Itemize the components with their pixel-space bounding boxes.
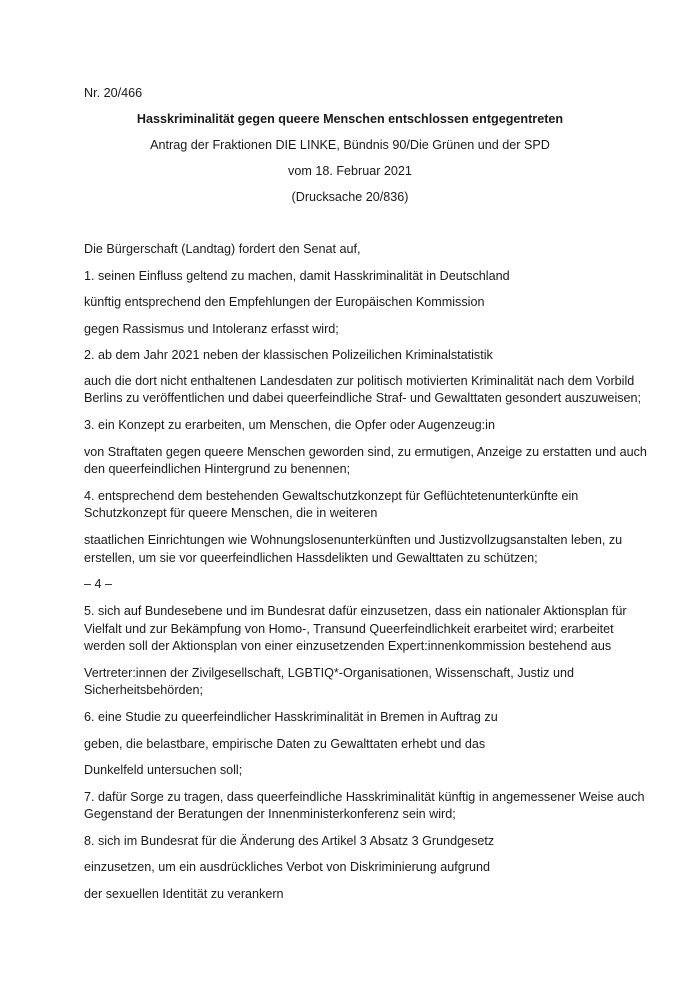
- body-line: Gegenstand der Beratungen der Innenministerkonferenz sein wird;: [84, 807, 456, 821]
- body-line: Schutzkonzept für queere Menschen, die in weiteren: [84, 506, 378, 520]
- body-line: 2. ab dem Jahr 2021 neben der klassischen Polizeilichen Kriminalstatistik: [84, 348, 493, 362]
- body-line: Vielfalt und zur Bekämpfung von Homo-, Transund Queerfeindlichkeit erarbeitet wird; erarbeitet: [84, 622, 614, 636]
- body-line: Vertreter:innen der Zivilgesellschaft, LGBTIQ*-Organisationen, Wissenschaft, Justiz und: [84, 666, 574, 680]
- body-line: 3. ein Konzept zu erarbeiten, um Menschen, die Opfer oder Augenzeug:in: [84, 418, 495, 432]
- body-line: auch die dort nicht enthaltenen Landesdaten zur politisch motivierten Kriminalität nach dem Vorbild: [84, 374, 635, 388]
- body-line: 8. sich im Bundesrat für die Änderung des Artikel 3 Absatz 3 Grundgesetz: [84, 834, 495, 848]
- body-line: 1. seinen Einfluss geltend zu machen, damit Hasskriminalität in Deutschland: [84, 269, 510, 283]
- body-line: Dunkelfeld untersuchen soll;: [84, 763, 243, 777]
- body-line: künftig entsprechend den Empfehlungen der Europäischen Kommission: [84, 295, 485, 309]
- body-line: staatlichen Einrichtungen wie Wohnungslosenunterkünften und Justizvollzugsanstalten leben, zu: [84, 533, 623, 547]
- body-line: 7. dafür Sorge zu tragen, dass queerfeindliche Hasskriminalität künftig in angemessener Weise auch: [84, 790, 645, 804]
- page-marker: – 4 –: [84, 577, 113, 591]
- body-line: erstellen, um sie vor queerfeindlichen Hassdelikten und Gewalttaten zu schützen;: [84, 551, 538, 565]
- body-line: 5. sich auf Bundesebene und im Bundesrat dafür einzusetzen, dass ein nationaler Aktionsplan für: [84, 604, 627, 618]
- body-line: der sexuellen Identität zu verankern: [84, 887, 284, 901]
- body-line: von Straftaten gegen queere Menschen geworden sind, zu ermutigen, Anzeige zu erstatten und auch: [84, 445, 647, 459]
- intro-paragraph: Die Bürgerschaft (Landtag) fordert den Senat auf,: [84, 242, 361, 256]
- body-line: einzusetzen, um ein ausdrückliches Verbot von Diskriminierung aufgrund: [84, 860, 491, 874]
- body-line: 6. eine Studie zu queerfeindlicher Hasskriminalität in Bremen in Auftrag zu: [84, 710, 498, 724]
- body-line: Berlins zu veröffentlichen und dabei queerfeindliche Straf- und Gewalttaten gesondert auszuweisen;: [84, 391, 642, 405]
- document-title: Hasskriminalität gegen queere Menschen entschlossen entgegentreten: [136, 112, 564, 126]
- body-line: werden soll der Aktionsplan von einer einzusetzenden Expert:innenkommission bestehend aus: [84, 639, 612, 653]
- document-date: vom 18. Februar 2021: [288, 164, 412, 178]
- body-line: den queerfeindlichen Hintergrund zu benennen;: [84, 462, 351, 476]
- document-subtitle: Antrag der Fraktionen DIE LINKE, Bündnis 90/Die Grünen und der SPD: [150, 138, 550, 152]
- document-drucksache: (Drucksache 20/836): [291, 190, 409, 204]
- body-line: gegen Rassismus und Intoleranz erfasst wird;: [84, 322, 339, 336]
- body-line: geben, die belastbare, empirische Daten zu Gewalttaten erhebt und das: [84, 737, 486, 751]
- body-line: 4. entsprechend dem bestehenden Gewaltschutzkonzept für Geflüchtetenunterkünfte ein: [84, 489, 579, 503]
- body-line: Sicherheitsbehörden;: [84, 683, 204, 697]
- document-number: Nr. 20/466: [84, 86, 143, 100]
